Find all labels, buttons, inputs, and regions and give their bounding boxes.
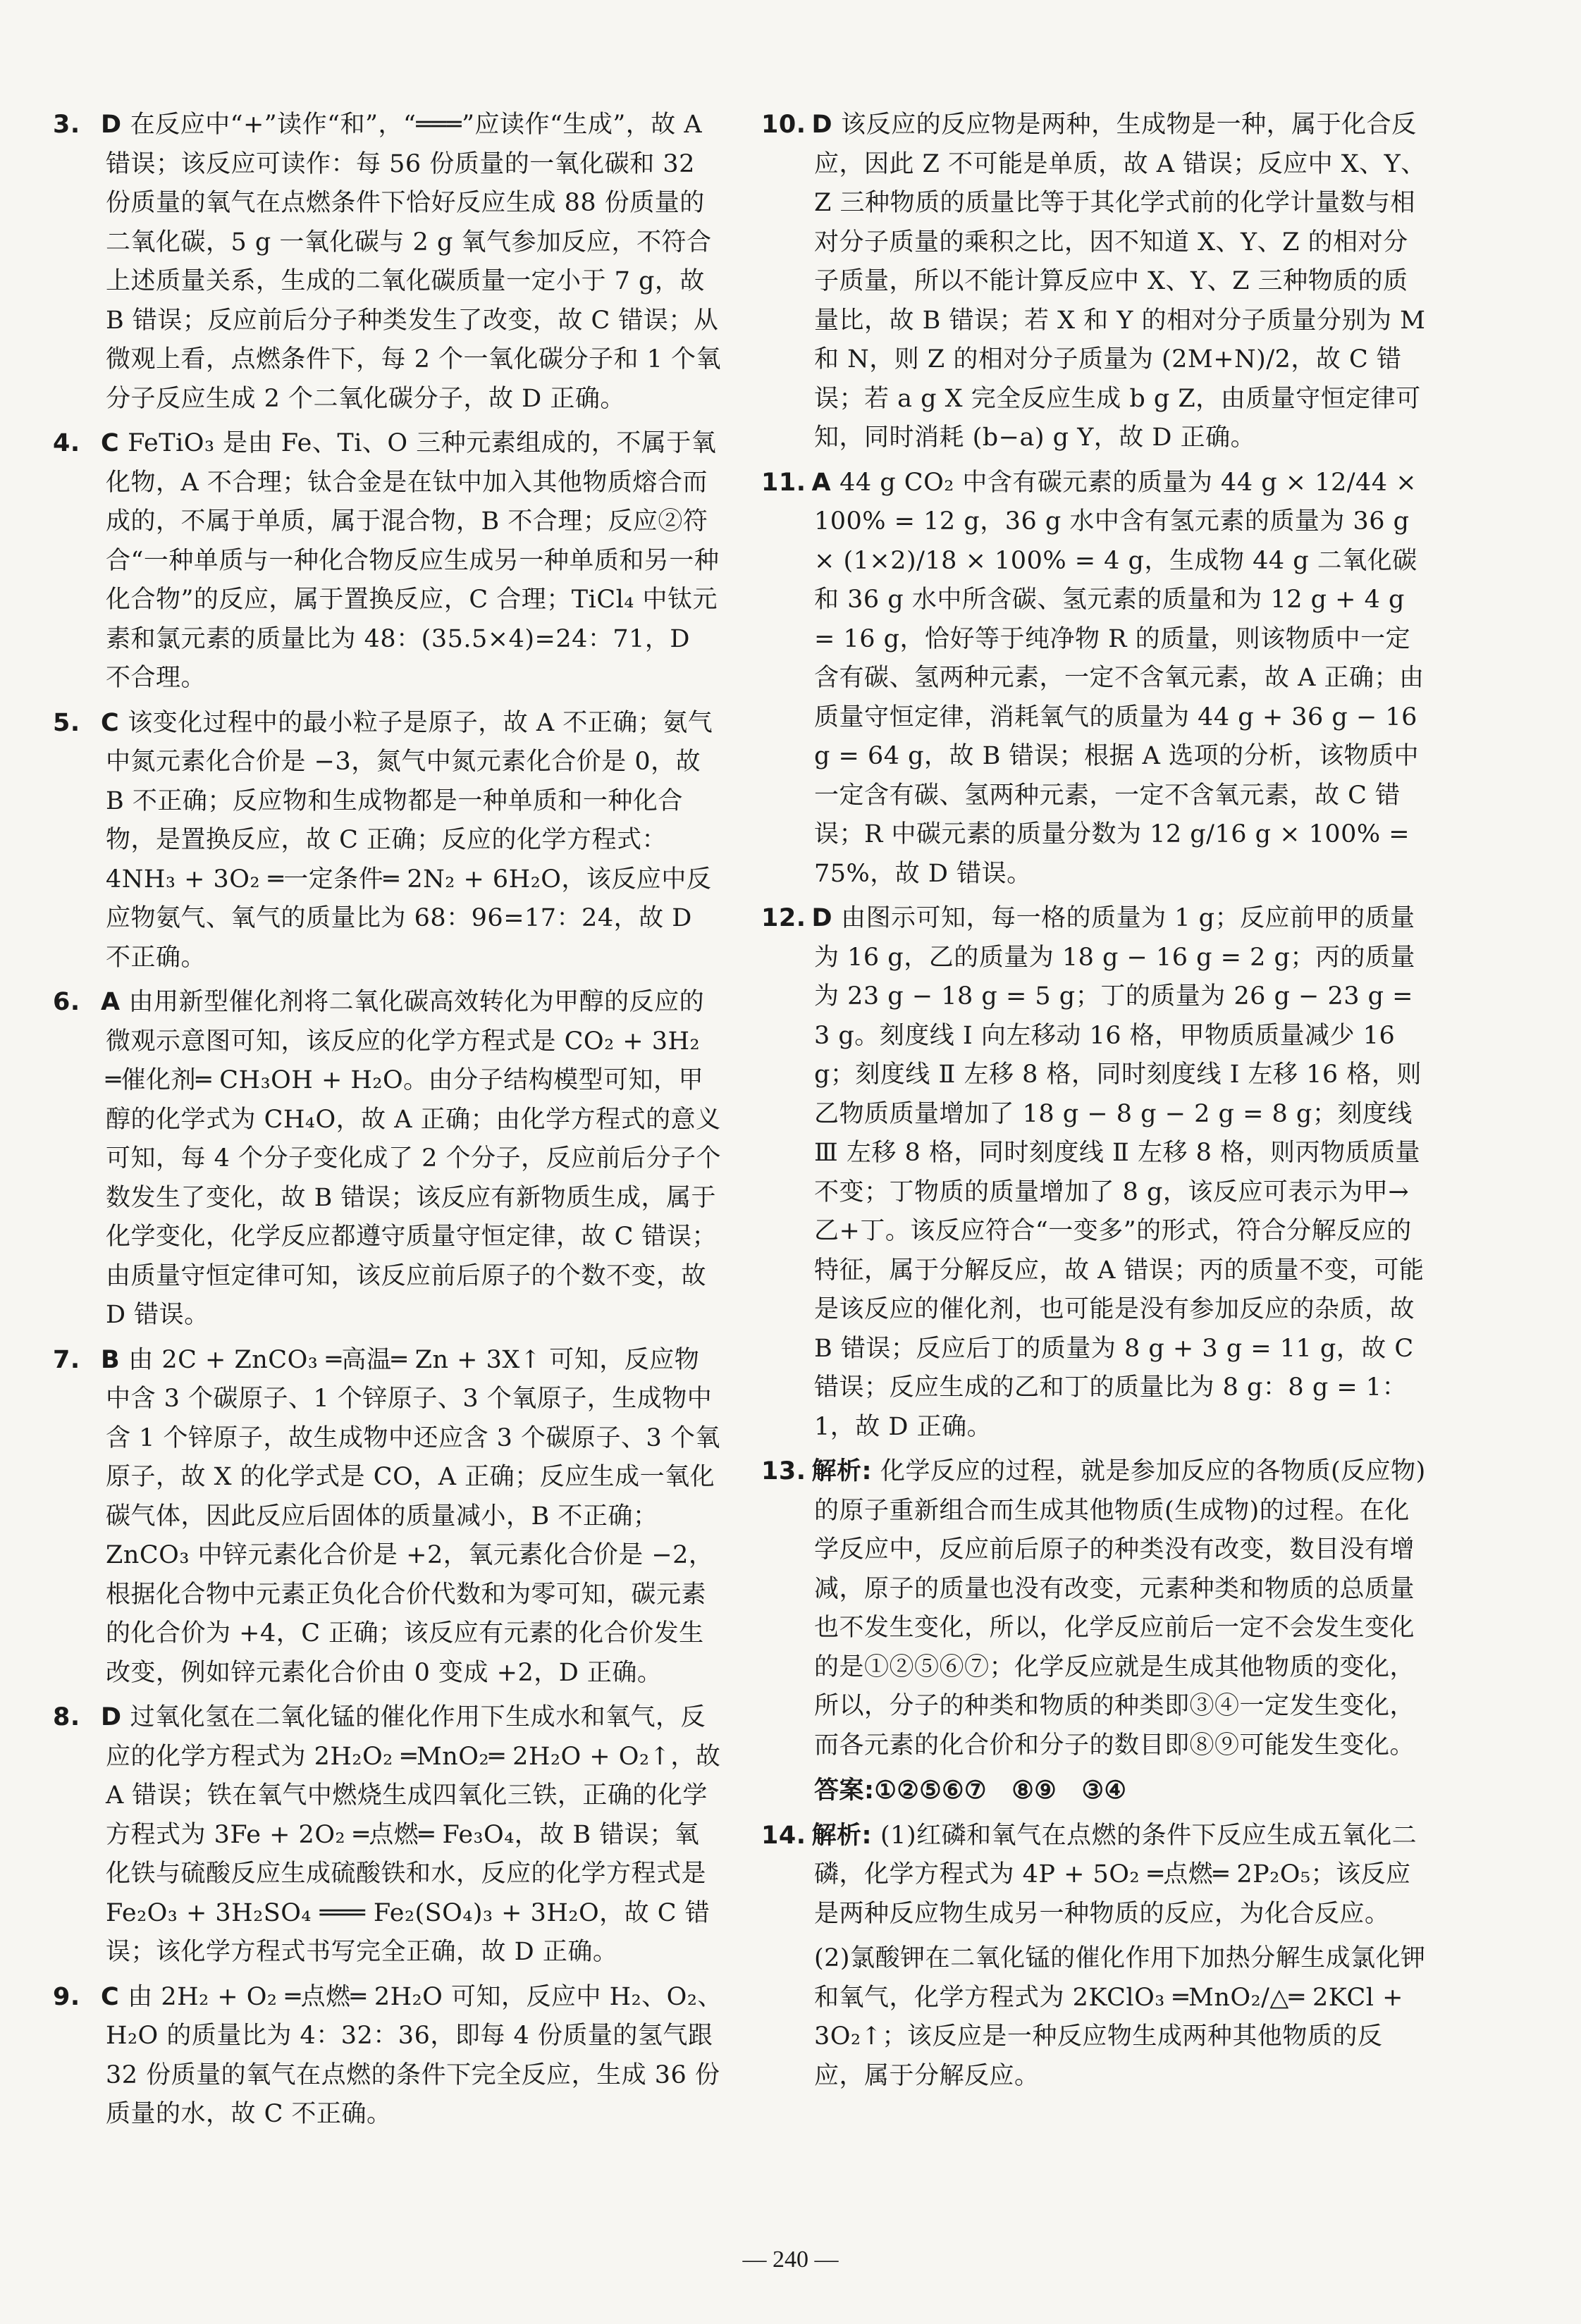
explanation-text: 由图示可知，每一格的质量为 1 g；反应前甲的质量为 16 g，乙的质量为 18 g − 16 g = 2 g；丙的质量为 23 g − 18 g = 5 g；丁的质量为 26 g − 23 g = 3 g。刻度线 Ⅰ 向左移动 16 格，甲物质质量减少 16 g；刻度线 Ⅱ 左移 8 格，同时刻度线 Ⅰ 左移 16 格，则乙物质质量增加了 18 g − 8 g − 2 g = 8 g；刻度线 Ⅲ 左移 8 格，同时刻度线 Ⅱ 左移 8 格，则丙物质质量不变；丁物质的质量增加了 8 g，该反应可表示为甲→乙+丁。该反应符合“一变多”的形式，符合分解反应的特征，属于分解反应，故 A 错误；丙的质量不变，可能是该反应的催化剂，也可能是没有参加反应的杂质，故 B 错误；反应后丁的质量为 8 g + 3 g = 11 g，故 C 错误；反应生成的乙和丁的质量比为 8 g：8 g = 1：1，故 D 正确。	[814, 904, 1425, 1441]
explanation-text: 化学反应的过程，就是参加反应的各物质(反应物)的原子重新组合而生成其他物质(生成物)的过程。在化学反应中，反应前后原子的种类没有改变，数目没有增减，原子的质量也没有改变，元素种类和物质的总质量也不发生变化，所以，化学反应前后一定不会发生变化的是①②⑤⑥⑦；化学反应就是生成其他物质的变化，所以，分子的种类和物质的种类即③④一定发生变化，而各元素的化合价和分子的数目即⑧⑨可能发生变化。	[814, 1457, 1426, 1760]
answer-choice: C	[101, 429, 120, 457]
question-number: 8.	[53, 1703, 80, 1731]
explanation-text: 由 2H₂ + O₂ ═点燃═ 2H₂O 可知，反应中 H₂、O₂、H₂O 的质量比为 4：32：36，即每 4 份质量的氢气跟 32 份质量的氧气在点燃的条件下完全反应，生成 36 份质量的水，故 C 不正确。	[106, 1982, 722, 2128]
answer-choice: A	[101, 988, 121, 1016]
explanation-text: (1)红磷和氧气在点燃的条件下反应生成五氧化二磷，化学方程式为 4P + 5O₂ ═点燃═ 2P₂O₅；该反应是两种反应物生成另一种物质的反应，为化合反应。	[814, 1821, 1417, 1928]
answer-item-8	[53, 1698, 722, 1972]
answer-item-3	[53, 106, 722, 419]
answer-choice: C	[101, 708, 120, 737]
answer-item-13-answer	[761, 1771, 1431, 1811]
answer-choice: D	[811, 904, 833, 932]
answer-item-14-part-2	[761, 1939, 1431, 2096]
answer-item-4	[53, 424, 722, 698]
explanation-text: (2)氯酸钾在二氧化锰的催化作用下加热分解生成氯化钾和氧气，化学方程式为 2KClO₃ ═MnO₂/△═ 2KCl + 3O₂↑；该反应是一种反应物生成两种其他物质的反应，属于分解反应。	[814, 1944, 1426, 2090]
question-number: 6.	[53, 988, 80, 1016]
question-number: 7.	[53, 1345, 80, 1374]
left-column	[53, 106, 722, 2140]
question-number: 10.	[761, 111, 806, 139]
answer-item-10	[761, 106, 1431, 458]
question-number: 4.	[53, 429, 80, 457]
question-number: 13.	[761, 1457, 806, 1485]
answer-item-14	[761, 1817, 1431, 1934]
answer-choice: D	[101, 111, 122, 139]
question-number: 5.	[53, 708, 80, 737]
question-number: 3.	[53, 111, 80, 139]
question-number: 12.	[761, 904, 806, 932]
page-number: — 240 —	[742, 2246, 839, 2273]
explanation-text: 由用新型催化剂将二氧化碳高效转化为甲醇的反应的微观示意图可知，该反应的化学方程式是 CO₂ + 3H₂ ═催化剂═ CH₃OH + H₂O。由分子结构模型可知，甲醇的化学式为 CH₄O，故 A 正确；由化学方程式的意义可知，每 4 个分子变化成了 2 个分子，反应前后分子个数发生了变化，故 B 错误；该反应有新物质生成，属于化学变化，化学反应都遵守质量守恒定律，故 C 错误；由质量守恒定律可知，该反应前后原子的个数不变，故 D 错误。	[106, 988, 722, 1329]
answer-item-11	[761, 464, 1431, 894]
answer-item-7	[53, 1341, 722, 1693]
answer-item-9	[53, 1978, 722, 2134]
answer-choice: C	[101, 1982, 120, 2011]
explanation-text: 在反应中“+”读作“和”，“═══”应读作“生成”，故 A 错误；该反应可读作：每 56 份质量的一氧化碳和 32 份质量的氧气在点燃条件下恰好反应生成 88 份质量的二氧化碳，5 g 一氧化碳与 2 g 氧气参加反应，不符合上述质量关系，生成的二氧化碳质量一定小于 7 g，故 B 错误；反应前后分子种类发生了改变，故 C 错误；从微观上看，点燃条件下，每 2 个一氧化碳分子和 1 个氧分子反应生成 2 个二氧化碳分子，故 D 正确。	[106, 111, 722, 413]
answer-choice: D	[811, 111, 833, 139]
explanation-text: 由 2C + ZnCO₃ ═高温═ Zn + 3X↑ 可知，反应物中含 3 个碳原子、1 个锌原子、3 个氧原子，生成物中含 1 个锌原子，故生成物中还应含 3 个碳原子、3 个氧原子，故 X 的化学式是 CO，A 正确；反应生成一氧化碳气体，因此反应后固体的质量减小，B 不正确；ZnCO₃ 中锌元素化合价是 +2，氧元素化合价是 −2，根据化合物中元素正负化合价代数和为零可知，碳元素的化合价为 +4，C 正确；该反应有元素的化合价发生改变，例如锌元素化合价由 0 变成 +2，D 正确。	[106, 1345, 720, 1687]
explanation-text: 该反应的反应物是两种，生成物是一种，属于化合反应，因此 Z 不可能是单质，故 A 错误；反应中 X、Y、Z 三种物质的质量比等于其化学式前的化学计量数与相对分子质量的乘积之比，因不知道 X、Y、Z 的相对分子质量，所以不能计算反应中 X、Y、Z 三种物质的质量比，故 B 错误；若 X 和 Y 的相对分子质量分别为 M 和 N，则 Z 的相对分子质量为 (2M+N)/2，故 C 错误；若 a g X 完全反应生成 b g Z，由质量守恒定律可知，同时消耗 (b−a) g Y，故 D 正确。	[814, 111, 1426, 452]
answer-item-13	[761, 1452, 1431, 1765]
question-number: 9.	[53, 1982, 80, 2011]
answer-choice: D	[101, 1703, 122, 1731]
explanation-text: 44 g CO₂ 中含有碳元素的质量为 44 g × 12/44 × 100% = 12 g，36 g 水中含有氢元素的质量为 36 g × (1×2)/18 × 100% = 4 g，生成物 44 g 二氧化碳和 36 g 水中所含碳、氢元素的质量和为 12 g + 4 g = 16 g，恰好等于纯净物 R 的质量，则该物质中一定含有碳、氢两种元素，一定不含氧元素，故 A 正确；由质量守恒定律，消耗氧气的质量为 44 g + 36 g − 16 g = 64 g，故 B 错误；根据 A 选项的分析，该物质中一定含有碳、氢两种元素，一定不含氧元素，故 C 错误；R 中碳元素的质量分数为 12 g/16 g × 100% = 75%，故 D 错误。	[814, 468, 1425, 888]
answer-item-5	[53, 704, 722, 978]
question-number: 14.	[761, 1821, 806, 1850]
explanation-text: FeTiO₃ 是由 Fe、Ti、O 三种元素组成的，不属于氧化物，A 不合理；钛合金是在钛中加入其他物质熔合而成的，不属于单质，属于混合物，B 不合理；反应②符合“一种单质与一种化合物反应生成另一种单质和另一种化合物”的反应，属于置换反应，C 合理；TiCl₄ 中钛元素和氯元素的质量比为 48：(35.5×4)=24：71，D 不合理。	[106, 429, 720, 692]
answer-item-6	[53, 983, 722, 1335]
analysis-label: 解析:	[811, 1821, 873, 1850]
answer-choice: A	[811, 468, 832, 497]
answer-label: 答案:	[814, 1776, 875, 1805]
answer-choice: B	[101, 1345, 121, 1374]
answer-value: ①②⑤⑥⑦ ⑧⑨ ③④	[874, 1776, 1127, 1805]
answer-item-12	[761, 899, 1431, 1447]
right-column	[761, 106, 1431, 2101]
explanation-text: 过氧化氢在二氧化锰的催化作用下生成水和氧气，反应的化学方程式为 2H₂O₂ ═MnO₂═ 2H₂O + O₂↑，故 A 错误；铁在氧气中燃烧生成四氧化三铁，正确的化学方程式为 3Fe + 2O₂ ═点燃═ Fe₃O₄，故 B 错误；氧化铁与硫酸反应生成硫酸铁和水，反应的化学方程式是 Fe₂O₃ + 3H₂SO₄ ═══ Fe₂(SO₄)₃ + 3H₂O，故 C 错误；该化学方程式书写完全正确，故 D 正确。	[106, 1703, 721, 1966]
analysis-label: 解析:	[811, 1457, 873, 1485]
explanation-text: 该变化过程中的最小粒子是原子，故 A 不正确；氨气中氮元素化合价是 −3，氮气中氮元素化合价是 0，故 B 不正确；反应物和生成物都是一种单质和一种化合物，是置换反应，故 C 正确；反应的化学方程式：4NH₃ + 3O₂ ═一定条件═ 2N₂ + 6H₂O，该反应中反应物氨气、氧气的质量比为 68：96=17：24，故 D 不正确。	[106, 708, 713, 972]
question-number: 11.	[761, 468, 806, 497]
